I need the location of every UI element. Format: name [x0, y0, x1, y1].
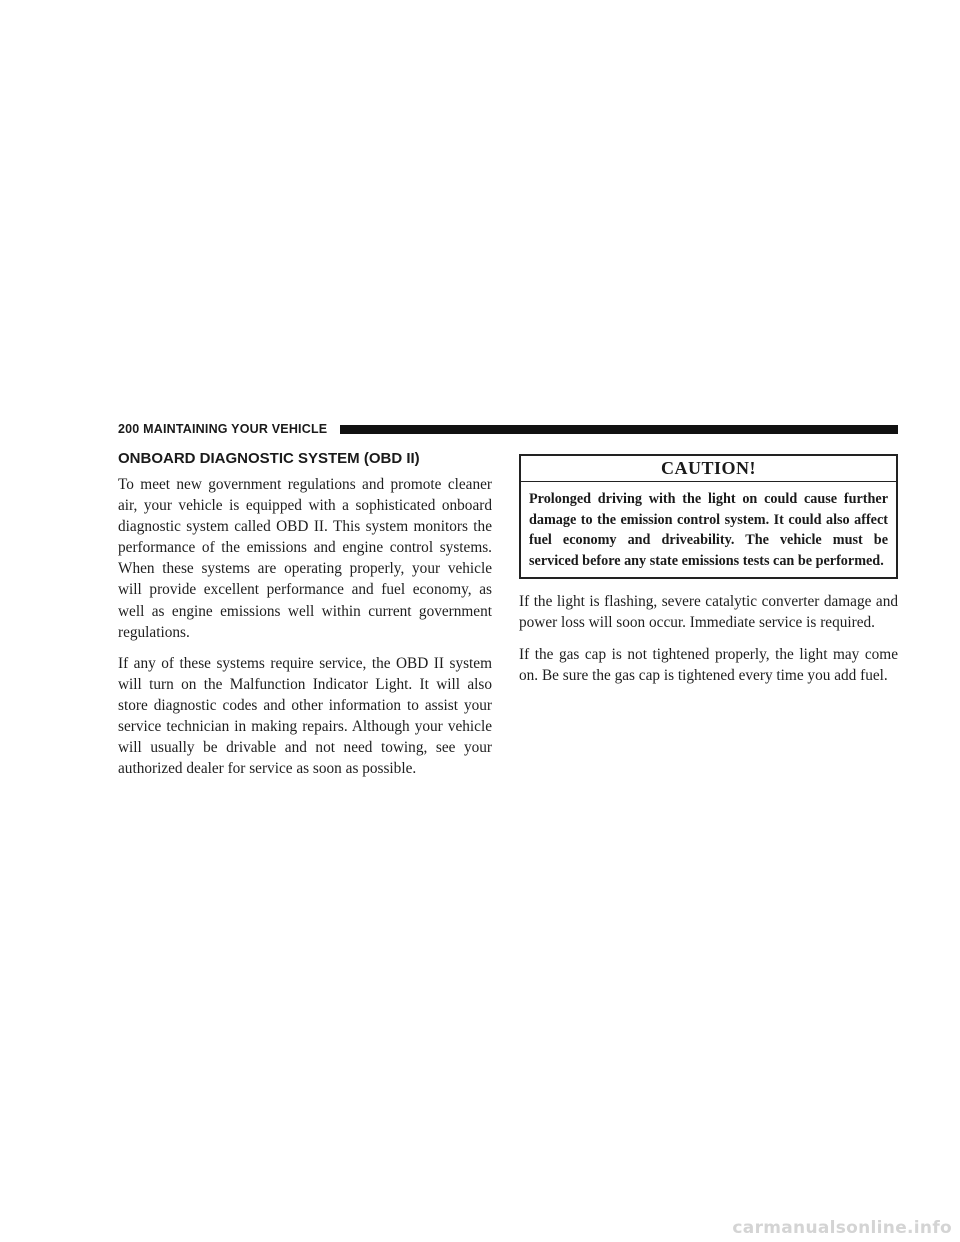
caution-body: Prolonged driving with the light on could cause further damage to the emission control system. It could also affect fuel economy and driveability. The vehicle must be serviced before any state emissions tests can be performed. [529, 491, 888, 569]
paragraph-gas-cap: If the gas cap is not tightened properly, the light may come on. Be sure the gas cap is tightened every time you add fuel. [519, 645, 898, 684]
header-rule [340, 425, 898, 434]
paragraph-service: If any of these systems require service, the OBD II system will turn on the Malfunction Indicator Light. It will also store diagnostic codes and other information to assist your service technician in making repairs. Although your vehicle will usually be drivable and not need towing, see your authorized dealer for service as soon as possible. [118, 654, 492, 778]
caution-title: CAUTION! [521, 456, 896, 482]
left-column [118, 449, 492, 789]
section-heading: ONBOARD DIAGNOSTIC SYSTEM (OBD II) [118, 450, 420, 467]
paragraph-intro: To meet new government regulations and promote cleaner air, your vehicle is equipped with a sophisticated onboard diagnostic system called OBD II. This system monitors the performance of the emissions and engine control systems. When these systems are operating properly, your vehicle will provide excellent performance and fuel economy, as well as engine emissions well within current government regulations. [118, 476, 492, 641]
running-title: 200 MAINTAINING YOUR VEHICLE [118, 422, 328, 436]
watermark: carmanualsonline.info [732, 1218, 952, 1238]
caution-box [519, 454, 898, 579]
right-column [519, 454, 898, 696]
page-header [118, 421, 898, 437]
paragraph-flashing: If the light is flashing, severe catalytic converter damage and power loss will soon occur. Immediate service is required. [519, 593, 898, 632]
